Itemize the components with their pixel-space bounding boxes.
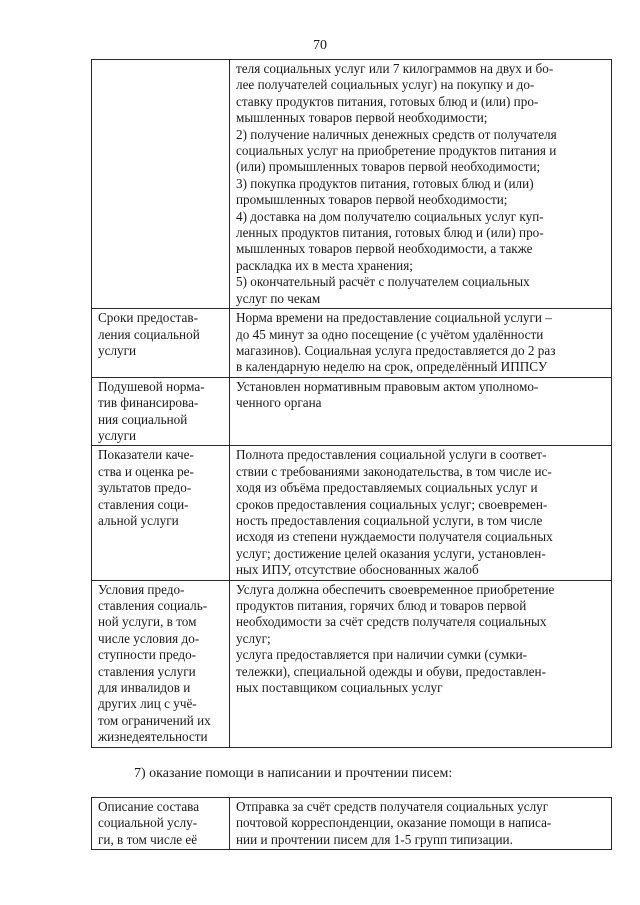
row-content-line: до 45 минут за одно посещение (с учётом удалённости bbox=[236, 326, 544, 342]
row-label-line: том ограничений их bbox=[98, 712, 211, 728]
row-content-line: в календарную неделю на срок, определённый ИППСУ bbox=[236, 359, 548, 375]
row-content-line: (или) промышленных товаров первой необходимости; bbox=[236, 159, 541, 175]
row-content-line: промышленных товаров первой необходимости; bbox=[236, 192, 508, 208]
row-label-line: услуги bbox=[98, 342, 137, 358]
table-row bbox=[92, 580, 612, 747]
row-content-line: ность предоставления социальной услуги, в том числе bbox=[236, 512, 543, 528]
row-content-line: социальных услуг на приобретение продуктов питания и bbox=[236, 143, 557, 159]
row-label-line: ной услуги, в том bbox=[98, 614, 197, 630]
row-content-line: мышленных товаров первой необходимости; bbox=[236, 110, 488, 126]
row-content-line: услуг по чекам bbox=[236, 290, 321, 306]
row-content-cell bbox=[230, 60, 612, 309]
row-label-line: для инвалидов и bbox=[98, 680, 191, 696]
services-table bbox=[91, 59, 612, 748]
row-content-line: Услуга должна обеспечить своевременное приобретение bbox=[236, 581, 555, 597]
row-label-line: ства и оценка ре- bbox=[98, 463, 194, 479]
row-content-line: 3) покупка продуктов питания, готовых блюд и (или) bbox=[236, 175, 534, 191]
row-content-line: ленных продуктов питания, готовых блюд и (или) про- bbox=[236, 225, 544, 241]
section-heading: 7) оказание помощи в написании и прочтении писем: bbox=[134, 766, 453, 781]
row-content-line: сроков предоставления социальных услуг; своевремен- bbox=[236, 496, 548, 512]
row-content-line: продуктов питания, горячих блюд и товаров первой bbox=[236, 598, 527, 613]
row-label-line: услуги bbox=[98, 427, 137, 443]
row-label-line: Подушевой норма- bbox=[98, 378, 205, 394]
row-label-line: ния социальной bbox=[98, 411, 188, 427]
row-label-line: числе условия до- bbox=[98, 630, 200, 646]
row-label-cell bbox=[92, 377, 230, 446]
row-content-line: теля социальных услуг или 7 килограммов на двух и бо- bbox=[236, 61, 554, 76]
row-content-line: услуга предоставляется при наличии сумки (сумки- bbox=[236, 647, 528, 663]
row-label-line: ставления соци- bbox=[98, 496, 189, 512]
row-content-line: необходимости за счёт средств получателя социальных bbox=[236, 614, 547, 630]
row-label-line: ставления социаль- bbox=[98, 598, 208, 613]
row-content-cell bbox=[230, 377, 612, 446]
table-row bbox=[92, 309, 612, 378]
row-label-cell bbox=[92, 60, 230, 309]
row-content-line: Установлен нормативным правовым актом уполномо- bbox=[236, 378, 539, 394]
row-content-line: ченного органа bbox=[236, 395, 322, 411]
row-content-line: Норма времени на предоставление социальной услуги – bbox=[236, 310, 552, 326]
row-content-line: ных ИПУ, отсутствие обоснованных жалоб bbox=[236, 562, 479, 578]
row-content-line: тележки), специальной одежды и обуви, предоставлен- bbox=[236, 663, 546, 679]
row-label-line: Показатели каче- bbox=[98, 447, 194, 463]
row-content-line: Полнота предоставления социальной услуги в соответ- bbox=[236, 447, 547, 463]
row-content-line: раскладка их в места хранения; bbox=[236, 257, 413, 273]
row-label-line: Условия предо- bbox=[98, 581, 185, 597]
page-number: 70 bbox=[313, 38, 327, 53]
row-content-line: ствии с требованиями законодательства, в том числе ис- bbox=[236, 463, 552, 479]
services-table-continued bbox=[91, 797, 612, 850]
row-content-line: нии и прочтении писем для 1-5 групп типизации. bbox=[236, 831, 513, 847]
row-label-line: социальной услу- bbox=[98, 815, 198, 831]
row-label-line: ления социальной bbox=[98, 326, 200, 342]
row-label-line: зультатов предо- bbox=[98, 480, 192, 496]
row-label-line: Описание состава bbox=[98, 799, 200, 814]
row-label-line: альной услуги bbox=[98, 512, 179, 528]
row-content-line: 4) доставка на дом получателю социальных услуг куп- bbox=[236, 208, 544, 224]
table-row bbox=[92, 798, 612, 850]
table-row bbox=[92, 446, 612, 580]
row-content-line: лее получателей социальных услуг) на покупку и до- bbox=[236, 77, 535, 93]
table-row bbox=[92, 60, 612, 309]
row-content-line: ходя из объёма предоставляемых социальных услуг и bbox=[236, 480, 538, 496]
row-content-line: Отправка за счёт средств получателя социальных услуг bbox=[236, 799, 549, 814]
row-content-line: услуг; bbox=[236, 630, 271, 646]
row-content-cell bbox=[230, 446, 612, 580]
row-label-line: Сроки предостав- bbox=[98, 310, 198, 326]
row-content-line: ных поставщиком социальных услуг bbox=[236, 680, 443, 696]
row-content-line: магазинов). Социальная услуга предоставляется до 2 раз bbox=[236, 342, 556, 358]
row-content-line: мышленных товаров первой необходимости, а также bbox=[236, 241, 533, 257]
row-label-cell bbox=[92, 446, 230, 580]
row-label-line: жизнедеятельности bbox=[98, 729, 208, 745]
row-label-cell bbox=[92, 580, 230, 747]
row-content-line: исходя из степени нуждаемости получателя социальных bbox=[236, 529, 553, 545]
row-content-line: 2) получение наличных денежных средств от получателя bbox=[236, 126, 557, 142]
table-row bbox=[92, 377, 612, 446]
row-content-cell bbox=[230, 798, 612, 850]
row-label-line: ступности предо- bbox=[98, 647, 197, 663]
row-label-line: ставления услуги bbox=[98, 663, 196, 679]
row-content-line: услуг; достижение целей оказания услуги, установлен- bbox=[236, 545, 546, 561]
row-content-line: ставку продуктов питания, готовых блюд и (или) про- bbox=[236, 93, 539, 109]
row-label-line: других лиц с учё- bbox=[98, 696, 197, 712]
row-label-cell bbox=[92, 309, 230, 378]
row-content-cell bbox=[230, 309, 612, 378]
row-content-line: 5) окончательный расчёт с получателем социальных bbox=[236, 274, 530, 290]
row-label-line: тив финансирова- bbox=[98, 395, 199, 411]
row-content-line: почтовой корреспонденции, оказание помощи в написа- bbox=[236, 815, 552, 831]
row-label-cell bbox=[92, 798, 230, 850]
row-content-cell bbox=[230, 580, 612, 747]
row-label-line: ги, в том числе её bbox=[98, 831, 198, 847]
